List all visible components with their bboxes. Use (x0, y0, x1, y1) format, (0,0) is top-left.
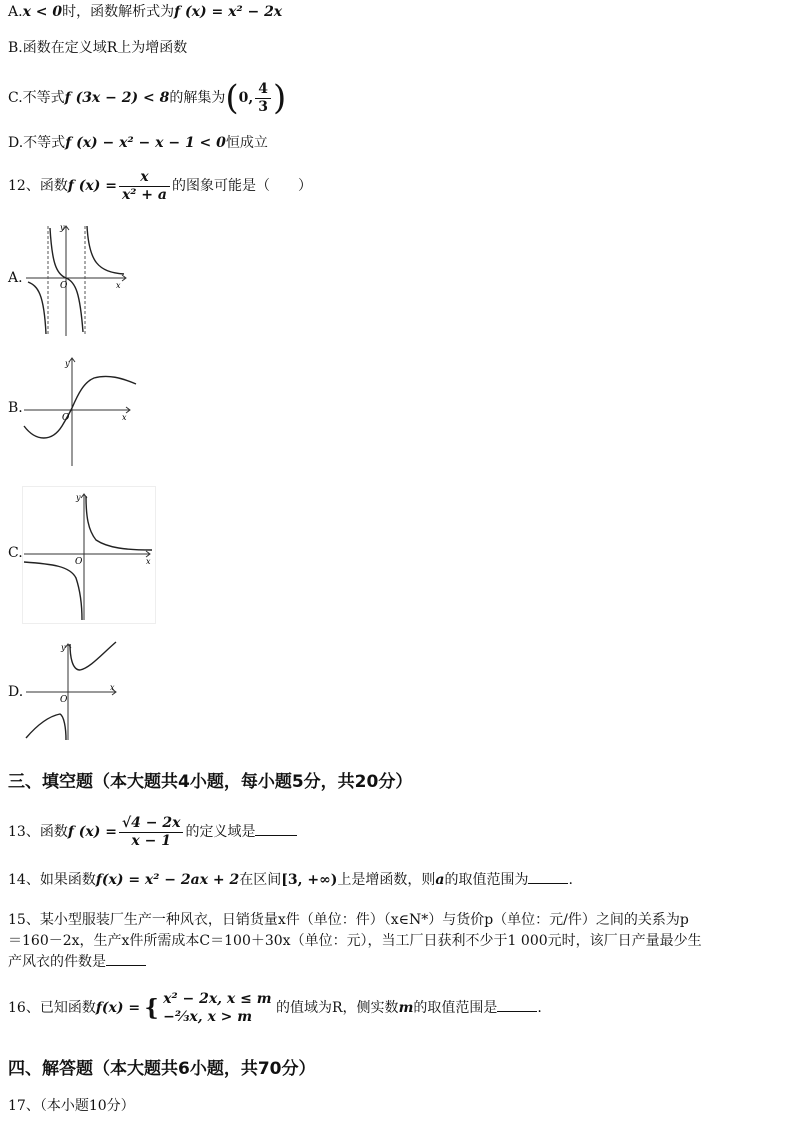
section-4-heading: 四、解答题（本大题共6小题，共70分） (8, 1059, 316, 1079)
frac-num: 4 (255, 81, 271, 99)
answer-blank[interactable] (497, 999, 537, 1012)
q14-interval: [3, +∞) (281, 872, 338, 888)
case-2: −⅔x, x > m (163, 1009, 253, 1025)
x-label: x (110, 683, 115, 692)
q14-end: . (568, 872, 573, 888)
frac-den: x − 1 (131, 832, 171, 849)
graph-c-label: C. (8, 545, 23, 561)
curve-left (26, 714, 66, 740)
curve-right (87, 226, 124, 274)
x-label: x (122, 413, 127, 422)
q16-prefix: 16、已知函数 (8, 1000, 96, 1016)
y-label: y (65, 359, 70, 368)
q13 (8, 812, 297, 852)
y-label: y (60, 223, 65, 232)
graph-d-label: D. (8, 684, 24, 700)
q14-mid: 在区间 (239, 872, 282, 888)
q16-end: . (537, 1000, 542, 1016)
q11-option-c (8, 80, 286, 116)
q11-option-d (8, 133, 268, 153)
q17: 17、（本小题10分） (8, 1098, 135, 1114)
q13-prefix: 13、函数 (8, 824, 68, 840)
x-label: x (146, 557, 151, 566)
frac-den: 3 (258, 98, 268, 115)
q12-suffix: 的图象可能是（ ） (171, 178, 312, 194)
origin-label: O (62, 413, 70, 423)
x-label: x (116, 281, 121, 290)
q11-option-b: B.函数在定义域R上为增函数 (8, 40, 188, 56)
answer-blank[interactable] (106, 953, 146, 966)
q13-fraction (119, 815, 184, 850)
curve-left (28, 282, 46, 334)
curve-left (24, 562, 82, 620)
frac-den: x² + a (121, 186, 167, 203)
option-d-text: 恒成立 (225, 135, 268, 151)
option-a-text: 时，函数解析式为 (62, 4, 175, 20)
q14 (8, 870, 573, 890)
curve-right (70, 642, 116, 670)
frac-num: x (119, 169, 170, 187)
right-paren: ) (272, 78, 287, 118)
origin-label: O (75, 557, 83, 567)
origin-label: O (60, 695, 68, 705)
q11-option-a (8, 2, 282, 22)
q16-suffix: 的取值范围是 (413, 1000, 498, 1016)
q14-prefix: 14、如果函数 (8, 872, 96, 888)
y-label: y (76, 493, 81, 502)
q16 (8, 986, 542, 1030)
q16-lhs: f(x) = (95, 1000, 141, 1016)
option-a-label: A. (8, 4, 23, 20)
graph-c[interactable] (22, 486, 156, 624)
graph-b-label: B. (8, 400, 23, 416)
option-c-text: 的解集为 (169, 90, 226, 106)
q15-line-3 (8, 952, 146, 972)
q16-cases (163, 990, 271, 1026)
left-paren: ( (225, 78, 239, 118)
answer-blank[interactable] (528, 871, 568, 884)
section-3-heading: 三、填空题（本大题共4小题，每小题5分，共20分） (8, 772, 413, 792)
case-1: x² − 2x, x ≤ m (163, 991, 272, 1007)
q14-expression: f(x) = x² − 2ax + 2 (95, 872, 240, 888)
option-d-label: D.不等式 (8, 135, 66, 151)
origin-label: O (60, 281, 68, 291)
graph-a[interactable] (26, 222, 128, 338)
option-c-label: C.不等式 (8, 90, 65, 106)
q12-prefix: 12、函数 (8, 178, 68, 194)
q12-fraction (119, 169, 170, 204)
interval-left: 0, (238, 90, 254, 106)
q13-suffix: 的定义域是 (185, 824, 256, 840)
option-d-expression: f (x) − x² − x − 1 < 0 (65, 135, 226, 151)
option-c-expression: f (3x − 2) < 8 (64, 90, 170, 106)
q14-suffix: 的取值范围为 (444, 872, 529, 888)
curve-right (86, 496, 152, 550)
q12-lhs: f (x) = (67, 178, 117, 194)
q16-mid: 的值域为R，侧实数 (276, 1000, 399, 1016)
q14-var: a (435, 872, 445, 888)
q12-stem (8, 166, 312, 206)
q15-line-2: ＝160－2x，生产x件所需成本C＝100＋30x（单位：元），当工厂日获利不少于1 000元时，该厂日产量最少生 (8, 933, 702, 949)
graph-a-label: A. (8, 270, 23, 286)
option-a-expression: f (x) = x² − 2x (174, 4, 283, 20)
q15-line-1: 15、某小型服装厂生产一种风衣，日销货量x件（单位：件）（x∈N*）与货价p（单位：元/件）之间的关系为p (8, 912, 689, 928)
q15-line-3-text: 产风衣的件数是 (8, 954, 106, 970)
brace: { (144, 995, 159, 1021)
frac-num: √4 − 2x (119, 815, 184, 833)
answer-blank[interactable] (255, 823, 297, 836)
q13-lhs: f (x) = (67, 824, 117, 840)
option-a-condition: x < 0 (22, 4, 63, 20)
graph-border (23, 487, 156, 624)
curve (24, 376, 136, 438)
q14-mid2: 上是增函数，则 (337, 872, 436, 888)
q16-var: m (398, 1000, 414, 1016)
graph-b[interactable] (22, 350, 140, 468)
fraction-four-thirds (255, 81, 271, 116)
y-label: y (61, 643, 66, 652)
graph-d[interactable] (24, 640, 120, 744)
